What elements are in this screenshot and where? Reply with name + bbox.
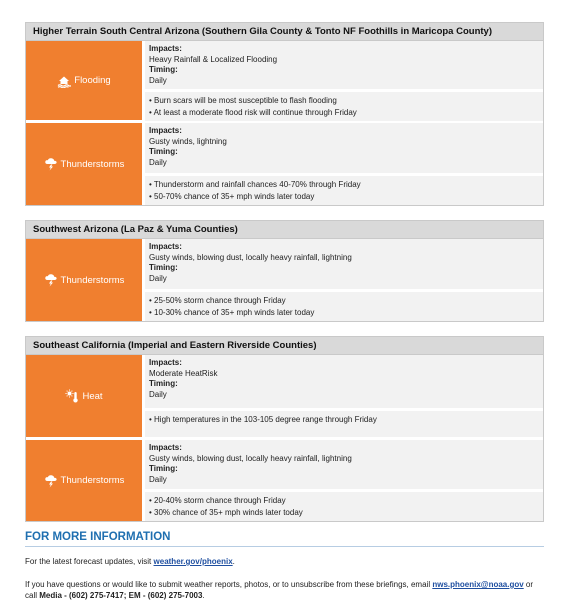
section-title: Higher Terrain South Central Arizona (Southern Gila County & Tonto NF Foothills in Maricopa County)	[26, 23, 543, 41]
info-forecast-line	[25, 556, 544, 567]
timing-label: Timing:	[149, 65, 178, 75]
hazard-label: Heat	[82, 390, 103, 402]
hazard-details	[145, 123, 543, 205]
bullet-item: • 20-40% storm chance through Friday	[149, 496, 286, 505]
hazard-badge-thunderstorms	[26, 123, 145, 205]
hazard-details	[145, 355, 543, 437]
bullet-list	[145, 173, 543, 205]
hazard-label: Thunderstorms	[60, 475, 125, 486]
info-title: FOR MORE INFORMATION	[25, 531, 544, 547]
bullet-item: • 30% chance of 35+ mph winds later today	[149, 507, 303, 517]
impacts-label: Impacts:	[149, 358, 182, 367]
bullet-item: • High temperatures in the 103-105 degree range through Friday	[149, 415, 377, 424]
flood-icon	[57, 74, 71, 88]
more-information	[25, 531, 544, 601]
timing-text: Daily	[149, 157, 167, 167]
impacts-label: Impacts:	[149, 126, 182, 135]
bullet-item: • At least a moderate flood risk will continue through Friday	[149, 107, 357, 117]
impacts-block	[145, 440, 543, 489]
impacts-block	[145, 41, 543, 89]
impacts-block	[145, 239, 543, 289]
info-text: or call	[25, 580, 534, 600]
hazard-badge-heat	[26, 355, 145, 437]
impacts-block	[145, 123, 543, 173]
timing-label: Timing:	[149, 464, 178, 474]
section-title: Southwest Arizona (La Paz & Yuma Counties)	[26, 221, 543, 239]
hazard-label: Flooding	[74, 75, 111, 86]
bullet-list	[145, 489, 543, 521]
timing-label: Timing:	[149, 147, 178, 157]
impacts-label: Impacts:	[149, 443, 182, 452]
hazard-badge-flooding	[26, 41, 145, 120]
timing-text: Daily	[149, 474, 167, 484]
impacts-block	[145, 355, 543, 408]
section-southeast-california	[25, 336, 544, 522]
hazard-details	[145, 239, 543, 321]
info-text: For the latest forecast updates, visit	[25, 557, 154, 566]
hazard-label: Thunderstorms	[60, 274, 125, 286]
email-link[interactable]: nws.phoenix@noaa.gov	[432, 580, 524, 589]
hazard-row-thunderstorms	[26, 437, 543, 521]
hazard-badge-thunderstorms	[26, 440, 145, 521]
section-title: Southeast California (Imperial and Eastern Riverside Counties)	[26, 337, 543, 355]
impacts-label: Impacts:	[149, 242, 182, 251]
hazard-label: Thunderstorms	[60, 158, 125, 170]
bullet-list	[145, 289, 543, 321]
hazard-row-flooding	[26, 41, 543, 120]
section-southwest-arizona	[25, 220, 544, 322]
impacts-text: Gusty winds, lightning	[149, 136, 227, 146]
briefing-page	[25, 22, 544, 601]
forecast-link[interactable]: weather.gov/phoenix	[153, 557, 233, 566]
phone-contacts: Media - (602) 275-7417; EM - (602) 275-7003	[39, 591, 203, 600]
bullet-item: • Thunderstorm and rainfall chances 40-70% through Friday	[149, 180, 361, 189]
timing-text: Daily	[149, 273, 167, 283]
timing-text: Daily	[149, 75, 167, 85]
hazard-row-thunderstorms	[26, 120, 543, 205]
heat-thermometer-icon	[65, 389, 79, 403]
bullet-item: • 25-50% storm chance through Friday	[149, 296, 286, 305]
thunderstorm-icon	[44, 273, 58, 287]
info-text: If you have questions or would like to submit weather reports, photos, or to unsubscribe from these briefings, email	[25, 580, 433, 589]
impacts-text: Gusty winds, blowing dust, locally heavy rainfall, lightning	[149, 453, 352, 463]
hazard-row-heat	[26, 355, 543, 437]
timing-label: Timing:	[149, 379, 178, 389]
info-text: .	[202, 591, 205, 600]
impacts-text: Gusty winds, blowing dust, locally heavy rainfall, lightning	[149, 252, 352, 262]
bullet-list	[145, 89, 543, 121]
timing-text: Daily	[149, 389, 167, 399]
thunderstorm-icon	[44, 474, 58, 488]
hazard-details	[145, 41, 543, 120]
bullet-list	[145, 408, 543, 437]
impacts-label: Impacts:	[149, 44, 182, 53]
bullet-item: • 50-70% chance of 35+ mph winds later today	[149, 191, 315, 201]
hazard-row-thunderstorms	[26, 239, 543, 321]
hazard-details	[145, 440, 543, 521]
info-text: .	[232, 557, 235, 566]
impacts-text: Heavy Rainfall & Localized Flooding	[149, 54, 278, 64]
bullet-item: • 10-30% chance of 35+ mph winds later today	[149, 307, 315, 317]
thunderstorm-icon	[44, 157, 58, 171]
timing-label: Timing:	[149, 263, 178, 273]
bullet-item: • Burn scars will be most susceptible to flash flooding	[149, 96, 337, 106]
impacts-text: Moderate HeatRisk	[149, 368, 218, 378]
section-higher-terrain	[25, 22, 544, 206]
hazard-badge-thunderstorms	[26, 239, 145, 321]
info-contact-line	[25, 579, 544, 601]
